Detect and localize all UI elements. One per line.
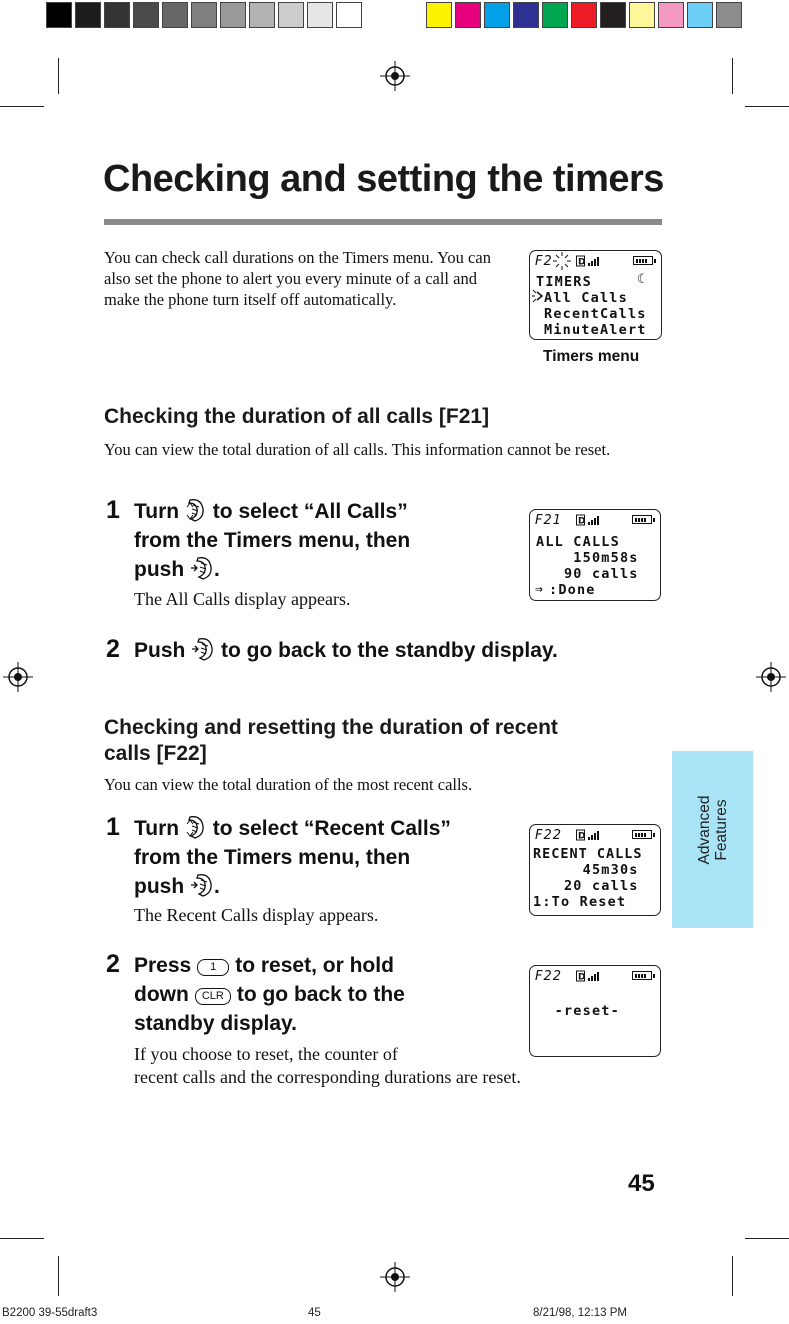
gray-swatch [336, 2, 362, 28]
lcd-row: All Calls [544, 290, 628, 306]
function-code: F2 [535, 254, 553, 269]
signal-strength-icon [576, 829, 604, 841]
gray-swatch [133, 2, 159, 28]
jog-dial-icon [185, 497, 207, 523]
step-number: 2 [106, 635, 120, 663]
battery-icon [633, 256, 653, 265]
color-swatch [600, 2, 626, 28]
lcd-row: 1:To Reset [533, 894, 627, 910]
color-swatch [455, 2, 481, 28]
color-swatch [716, 2, 742, 28]
function-code: F22 [535, 969, 563, 984]
step-text: . [214, 875, 220, 898]
svg-text:D: D [578, 831, 587, 841]
lcd-row: 45m30s [536, 862, 639, 878]
step-number: 1 [106, 813, 120, 841]
step-text: from the Timers menu, then [134, 529, 411, 552]
gray-swatch [75, 2, 101, 28]
crop-mark [745, 1238, 789, 1239]
blink-icon [552, 251, 572, 271]
lcd-row: TIMERS [536, 274, 592, 290]
title-rule [104, 219, 662, 225]
function-code: F22 [535, 828, 563, 843]
gray-swatch [46, 2, 72, 28]
clr-key-icon: CLR [195, 988, 231, 1005]
battery-icon [632, 830, 652, 839]
step-text: Turn [134, 817, 180, 840]
step-text: If you choose to reset, the counter of [134, 1044, 398, 1064]
step-instruction [134, 497, 494, 584]
lcd-row: RecentCalls [544, 306, 647, 322]
footer-page: 45 [308, 1307, 321, 1319]
registration-mark-icon [380, 1262, 410, 1292]
step-text: push [134, 875, 185, 898]
step-text: from the Timers menu, then [134, 846, 411, 869]
footer-date: 8/21/98, 12:13 PM [533, 1307, 627, 1319]
crop-mark [732, 1256, 733, 1296]
lcd-row: 90 calls [536, 566, 639, 582]
selector-arrow-icon: ⇒ [535, 582, 545, 597]
jog-dial-push-icon [190, 555, 214, 581]
lcd-row: MinuteAlert [544, 322, 647, 338]
crop-mark [58, 58, 59, 94]
section-tab-label [696, 745, 730, 915]
lcd-row: RECENT CALLS [533, 846, 643, 862]
crop-mark [58, 1256, 59, 1296]
step-text: Press [134, 954, 192, 977]
step-instruction [134, 814, 514, 901]
lcd-row: 20 calls [536, 878, 639, 894]
registration-mark-icon [380, 61, 410, 91]
step-result: The Recent Calls display appears. [134, 905, 379, 925]
reset-display [529, 965, 661, 1057]
color-swatch [629, 2, 655, 28]
step-text: to go back to the standby display. [221, 639, 558, 662]
step-text: standby display. [134, 1012, 297, 1035]
gray-swatch [162, 2, 188, 28]
section-text: You can view the total duration of the most recent calls. [104, 775, 473, 794]
gray-swatch [278, 2, 304, 28]
step-text: to go back to the [236, 983, 405, 1006]
step-text: Turn [134, 500, 180, 523]
tab-line: Advanced [696, 795, 713, 865]
recent-calls-display [529, 824, 661, 916]
footer-file-name: B2200 39-55draft3 [2, 1307, 98, 1319]
color-swatch [571, 2, 597, 28]
signal-strength-icon [576, 514, 604, 526]
registration-mark-icon [756, 662, 786, 692]
step-number: 1 [106, 496, 120, 524]
step-text: . [214, 558, 220, 581]
color-swatch [426, 2, 452, 28]
section-text: You can view the total duration of all calls. This information cannot be reset. [104, 440, 611, 459]
gray-swatch [191, 2, 217, 28]
crop-mark [745, 106, 789, 107]
signal-strength-icon [576, 970, 604, 982]
intro-text: You can check call durations on the Timers menu. You can also set the phone to alert you every minute of a call and make the phone turn itself off automatically. [104, 248, 491, 309]
lcd-row: 150m58s [536, 550, 639, 566]
step-text: recent calls and the corresponding durations are reset. [134, 1067, 521, 1087]
battery-icon [632, 971, 652, 980]
jog-dial-push-icon [190, 872, 214, 898]
all-calls-display [529, 509, 661, 601]
step-text: down [134, 983, 189, 1006]
step-text: push [134, 558, 185, 581]
svg-text:D: D [578, 972, 587, 982]
color-swatch [513, 2, 539, 28]
section-tab [672, 751, 753, 928]
timers-menu-caption: Timers menu [543, 348, 640, 365]
step-text: Push [134, 639, 186, 662]
step-number: 2 [106, 950, 120, 978]
page-title: Checking and setting the timers [103, 158, 664, 200]
tab-line: Features [713, 799, 730, 861]
crop-mark [732, 58, 733, 94]
step-text: to select “Recent Calls” [212, 817, 451, 840]
step-instruction [134, 636, 558, 665]
color-swatch [687, 2, 713, 28]
jog-dial-icon [185, 814, 207, 840]
section-heading: Checking the duration of all calls [F21] [104, 405, 490, 428]
color-swatch [658, 2, 684, 28]
gray-swatch [249, 2, 275, 28]
lcd-row: :Done [549, 582, 596, 598]
section-heading [104, 715, 664, 767]
function-code: F21 [535, 513, 563, 528]
key-1-icon: 1 [197, 959, 229, 976]
svg-text:D: D [578, 257, 587, 267]
crop-mark [0, 106, 44, 107]
jog-dial-push-icon [191, 636, 215, 662]
color-swatch [484, 2, 510, 28]
crop-mark [0, 1238, 44, 1239]
gray-swatch [220, 2, 246, 28]
heading-line: Checking and resetting the duration of recent [104, 716, 558, 739]
signal-strength-icon [576, 255, 604, 267]
battery-icon [632, 515, 652, 524]
gray-swatch [307, 2, 333, 28]
step-result: The All Calls display appears. [134, 589, 351, 609]
svg-text:D: D [578, 516, 587, 526]
step-instruction [134, 951, 514, 1038]
step-text: to select “All Calls” [212, 500, 408, 523]
lcd-row: ALL CALLS [536, 534, 620, 550]
page-number: 45 [628, 1170, 655, 1197]
heading-line: calls [F22] [104, 742, 207, 765]
timers-menu-display [529, 250, 662, 340]
lcd-row: -reset- [536, 1003, 620, 1019]
step-text: to reset, or hold [235, 954, 394, 977]
phone-handset-icon: ☾ [637, 272, 647, 287]
registration-mark-icon [3, 662, 33, 692]
color-swatch [542, 2, 568, 28]
gray-swatch [104, 2, 130, 28]
